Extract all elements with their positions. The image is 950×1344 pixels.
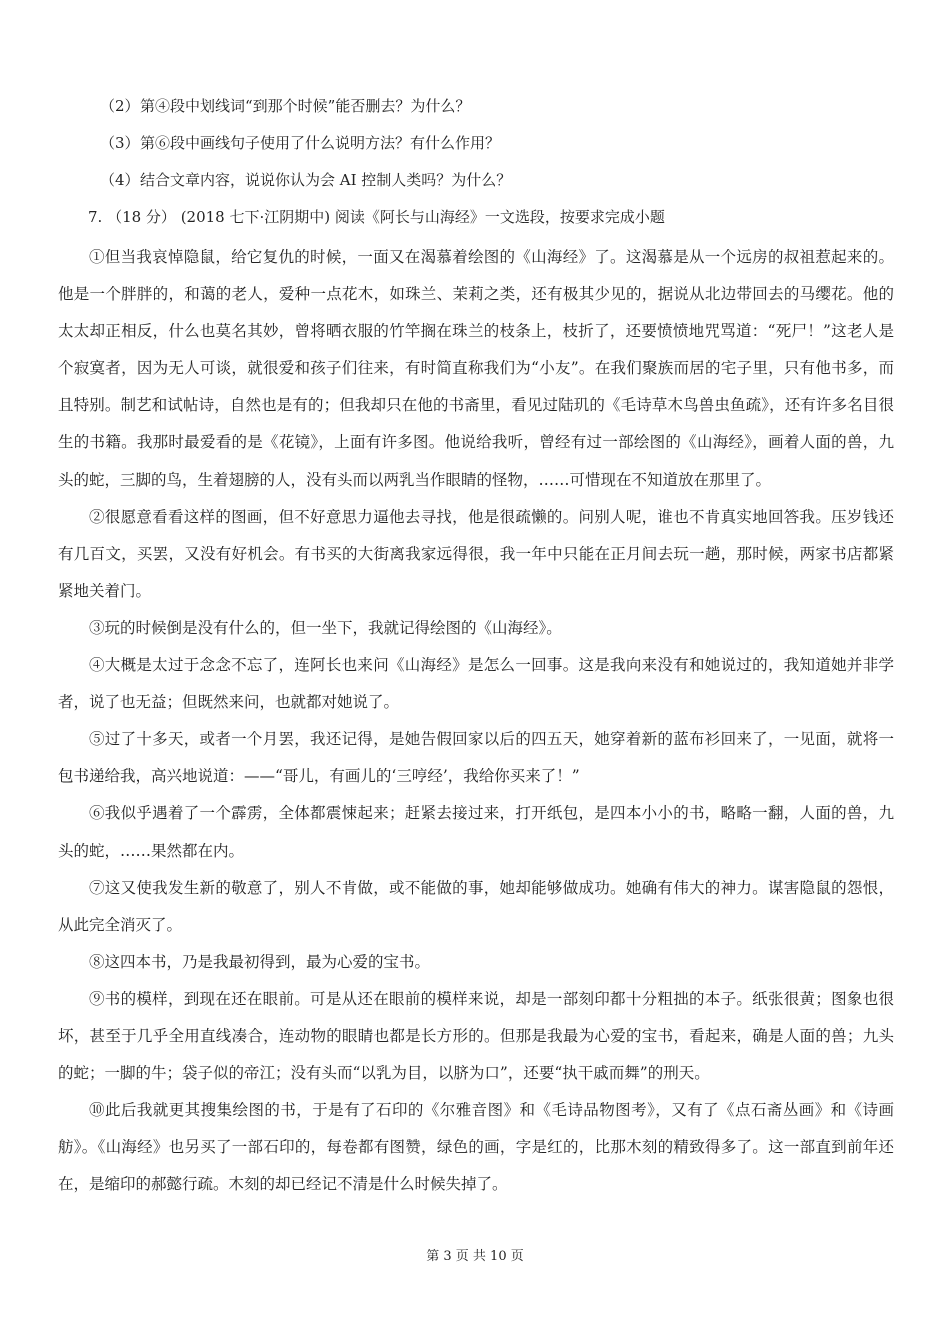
paragraph-3: ③玩的时候倒是没有什么的，但一坐下，我就记得绘图的《山海经》。 bbox=[89, 618, 562, 637]
paragraph-1: ①但当我哀悼隐鼠，给它复仇的时候，一面又在渴慕着绘图的《山海经》了。这渴慕是从一个远房的叔祖惹起来的。他是一个胖胖的，和蔼的老人，爱种一点花木，如珠兰、茉莉之类，还有极其少见的，据说从北边带回去的马缨花。他的太太却正相反，什么也莫名其妙，曾将晒衣服的竹竿搁在珠兰的枝条上，枝折了，还要愤愤地咒骂道：“死尸！”这老人是个寂寞者，因为无人可谈，就很爱和孩子们往来，有时简直称我们为“小友”。在我们聚族而居的宅子里，只有他书多，而且特别。制艺和试帖诗，自然也是有的；但我却只在他的书斋里，看见过陆玑的《毛诗草木鸟兽虫鱼疏》，还有许多名目很生的书籍。我那时最爱看的是《花镜》，上面有许多图。他说给我听，曾经有过一部绘图的《山海经》，画着人面的兽，九头的蛇，三脚的鸟，生着翅膀的人，没有头而以两乳当作眼睛的怪物，……可惜现在不知道放在那里了。 bbox=[58, 248, 894, 489]
paragraph-2: ②很愿意看看这样的图画，但不好意思力逼他去寻找，他是很疏懒的。问别人呢，谁也不肯真实地回答我。压岁钱还有几百文，买罢，又没有好机会。有书买的大街离我家远得很，我一年中只能在正月间去玩一趟，那时候，两家书店都紧紧地关着门。 bbox=[58, 507, 894, 600]
paragraph-10: ⑩此后我就更其搜集绘图的书，于是有了石印的《尔雅音图》和《毛诗品物图考》，又有了《点石斋丛画》和《诗画舫》。《山海经》也另买了一部石印的，每卷都有图赞，绿色的画，字是红的，比那木刻的精致得多了。这一部直到前年还在，是缩印的郝懿行疏。木刻的却已经记不清是什么时候失掉了。 bbox=[58, 1101, 894, 1194]
question-7-heading: 7. （18 分） (2018 七下·江阴期中) 阅读《阿长与山海经》一文选段，按要求完成小题 bbox=[88, 208, 665, 226]
question-number: （4） bbox=[100, 171, 140, 189]
question-3 bbox=[100, 133, 500, 153]
page-footer: 第 3 页 共 10 页 bbox=[426, 1249, 524, 1264]
reading-passage bbox=[58, 239, 894, 1203]
paragraph-5: ⑤过了十多天，或者一个月罢，我还记得，是她告假回家以后的四五天，她穿着新的蓝布衫回来了，一见面，就将一包书递给我，高兴地说道：——“哥儿，有画儿的‘三哼经’，我给你买来了！” bbox=[58, 730, 894, 786]
paragraph-6: ⑥我似乎遇着了一个霹雳，全体都震悚起来；赶紧去接过来，打开纸包，是四本小小的书，略略一翻，人面的兽，九头的蛇，……果然都在内。 bbox=[58, 804, 894, 860]
paragraph-4: ④大概是太过于念念不忘了，连阿长也来问《山海经》是怎么一回事。这是我向来没有和她说过的，我知道她并非学者，说了也无益；但既然来问，也就都对她说了。 bbox=[58, 656, 894, 712]
paragraph-8: ⑧这四本书，乃是我最初得到，最为心爱的宝书。 bbox=[89, 952, 431, 971]
question-number: （3） bbox=[100, 134, 140, 152]
question-text: 第④段中划线词“到那个时候”能否删去？为什么？ bbox=[140, 97, 471, 115]
paragraph-7: ⑦这又使我发生新的敬意了，别人不肯做，或不能做的事，她却能够做成功。她确有伟大的神力。谋害隐鼠的怨恨，从此完全消灭了。 bbox=[58, 878, 894, 934]
question-text: 第⑥段中画线句子使用了什么说明方法？有什么作用？ bbox=[140, 134, 501, 152]
question-number: （2） bbox=[100, 97, 140, 115]
paragraph-9: ⑨书的模样，到现在还在眼前。可是从还在眼前的模样来说，却是一部刻印都十分粗拙的本子。纸张很黄；图象也很坏，甚至于几乎全用直线凑合，连动物的眼睛也都是长方形的。但那是我最为心爱的宝书，看起来，确是人面的兽；九头的蛇；一脚的牛；袋子似的帝江；没有头而“以乳为目，以脐为口”，还要“执干戚而舞”的刑天。 bbox=[58, 989, 894, 1083]
question-4 bbox=[100, 170, 511, 190]
question-text: 结合文章内容，说说你认为会 AI 控制人类吗？为什么？ bbox=[140, 171, 512, 189]
question-2 bbox=[100, 96, 470, 116]
